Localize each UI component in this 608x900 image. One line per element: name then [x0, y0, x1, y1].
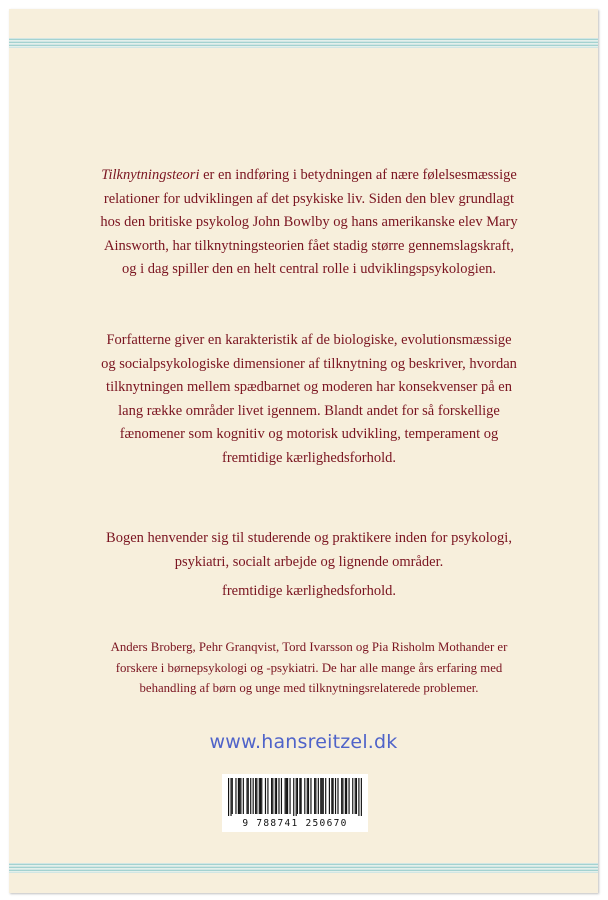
barcode-bar	[352, 778, 353, 814]
barcode-bar	[238, 778, 239, 814]
barcode-bar	[329, 778, 330, 814]
isbn-digits: 9 788741 250670	[242, 818, 348, 829]
barcode-bar	[356, 778, 357, 814]
barcode-bar	[289, 778, 290, 814]
barcode-bar	[331, 778, 332, 814]
paragraph-3-line: Bogen henvender sig til studerende og praktikere inden for psykologi,	[106, 530, 512, 546]
barcode-bar	[318, 778, 319, 814]
barcode-bar	[271, 778, 272, 814]
barcode-bar	[275, 778, 276, 814]
barcode-bar	[240, 778, 241, 814]
barcode-bar	[297, 778, 298, 814]
paragraph-1-line: og i dag spiller den en helt central rolle i udviklingspsykologien.	[121, 261, 497, 277]
barcode-bar	[321, 778, 322, 814]
barcode-bar	[320, 778, 321, 814]
description-paragraph-3	[49, 527, 569, 574]
barcode-bar	[265, 778, 266, 814]
barcode-bar	[307, 778, 308, 814]
paragraph-2-line: og socialpsykologiske dimensioner af tilknytning og beskriver, hvordan	[101, 355, 517, 372]
paragraph-1-line-1	[49, 164, 569, 188]
paragraph-3-line: psykiatri, socialt arbejde og lignende områder.	[174, 553, 444, 570]
book-back-cover	[9, 9, 598, 893]
authors-line: Anders Broberg, Pehr Granqvist, Tord Ivarsson og Pia Risholm Mothander er	[110, 640, 508, 654]
barcode-bar	[335, 778, 336, 814]
barcode-bar	[301, 778, 302, 814]
paragraph-1-line: hos den britiske psykolog John Bowlby og hans amerikanske elev Mary	[100, 214, 518, 230]
barcode-bar	[304, 778, 305, 814]
barcode-bar	[272, 778, 273, 814]
paragraph-1-line-1-rest: er en indføring i betydningen af nære følelsesmæssige	[203, 167, 517, 183]
barcode-bar	[256, 778, 257, 814]
barcode-bar	[281, 778, 282, 814]
barcode-bar	[278, 778, 279, 814]
description-paragraph-1	[49, 164, 569, 282]
barcode-bar	[342, 778, 343, 814]
barcode-bar	[310, 778, 311, 814]
barcode-bar	[315, 778, 316, 814]
barcode-bar	[235, 778, 236, 814]
barcode-bar	[285, 778, 286, 814]
barcode-bar	[345, 778, 346, 814]
barcode-bar	[325, 778, 326, 814]
barcode-bar	[286, 778, 287, 814]
publisher-url[interactable]: www.hansreitzel.dk	[209, 731, 398, 753]
barcode-bar	[293, 778, 294, 816]
paragraph-2-line: tilknytningen mellem spædbarnet og moderen har konsekvenser på en	[106, 379, 512, 395]
authors-line: behandling af børn og unge med tilknytningsrelaterede problemer.	[139, 681, 479, 695]
barcode-bar	[296, 778, 297, 816]
paragraph-2-line: Forfatterne giver en karakteristik af de biologiske, evolutionsmæssige	[106, 332, 512, 348]
barcode-bar	[239, 778, 240, 814]
paragraph-2-line: fænomener som kognitiv og motorisk udvikling, temperament og	[119, 426, 499, 442]
barcode-bar	[261, 778, 262, 814]
barcode-bar	[276, 778, 277, 814]
barcode-bar	[323, 778, 324, 814]
barcode-bar	[299, 778, 300, 814]
barcode-bar	[358, 778, 359, 816]
paragraph-1-line: Ainsworth, har tilknytningsteorien fået stadig større gennemslagskraft,	[104, 237, 514, 254]
barcode-bar	[267, 778, 268, 814]
barcode-bar	[232, 778, 233, 814]
barcode-bar	[355, 778, 356, 814]
barcode-bar	[255, 778, 256, 814]
paragraph-2-line: lang række områder livet igennem. Blandt andet for så forskellige	[118, 402, 500, 419]
isbn-barcode	[222, 774, 368, 832]
barcode-bar	[228, 778, 229, 816]
barcode-bar	[259, 778, 260, 814]
barcode-bar	[337, 778, 338, 814]
book-title-italic: Tilknytningsteori	[101, 167, 200, 183]
barcode-bar	[341, 778, 342, 814]
barcode-bars	[228, 778, 362, 816]
barcode-bar	[246, 778, 247, 814]
paragraph-2-line: fremtidige kærlighedsforhold.	[222, 449, 396, 466]
barcode-bar	[287, 778, 288, 814]
barcode-bar	[346, 778, 347, 814]
barcode-bar	[361, 778, 362, 816]
authors-paragraph	[49, 637, 569, 699]
barcode-bar	[230, 778, 231, 816]
paragraph-3-repeat-line: fremtidige kærlighedsforhold.	[222, 583, 396, 599]
barcode-bar	[314, 778, 315, 814]
barcode-bar	[333, 778, 334, 814]
authors-line: forskere i børnepsykologi og -psykiatri. De har alle mange års erfaring med	[115, 660, 503, 675]
barcode-bar	[250, 778, 251, 814]
barcode-bar	[248, 778, 249, 814]
barcode-bar	[253, 778, 254, 814]
barcode-bar	[348, 778, 349, 814]
barcode-bar	[243, 778, 244, 814]
paragraph-1-line: relationer for udviklingen af det psykiske liv. Siden den blev grundlagt	[103, 190, 515, 207]
barcode-bar	[260, 778, 261, 814]
barcode-bar	[308, 778, 309, 814]
bottom-decorative-stripe	[9, 863, 598, 873]
top-decorative-stripe	[9, 38, 598, 48]
description-paragraph-2	[49, 329, 569, 470]
